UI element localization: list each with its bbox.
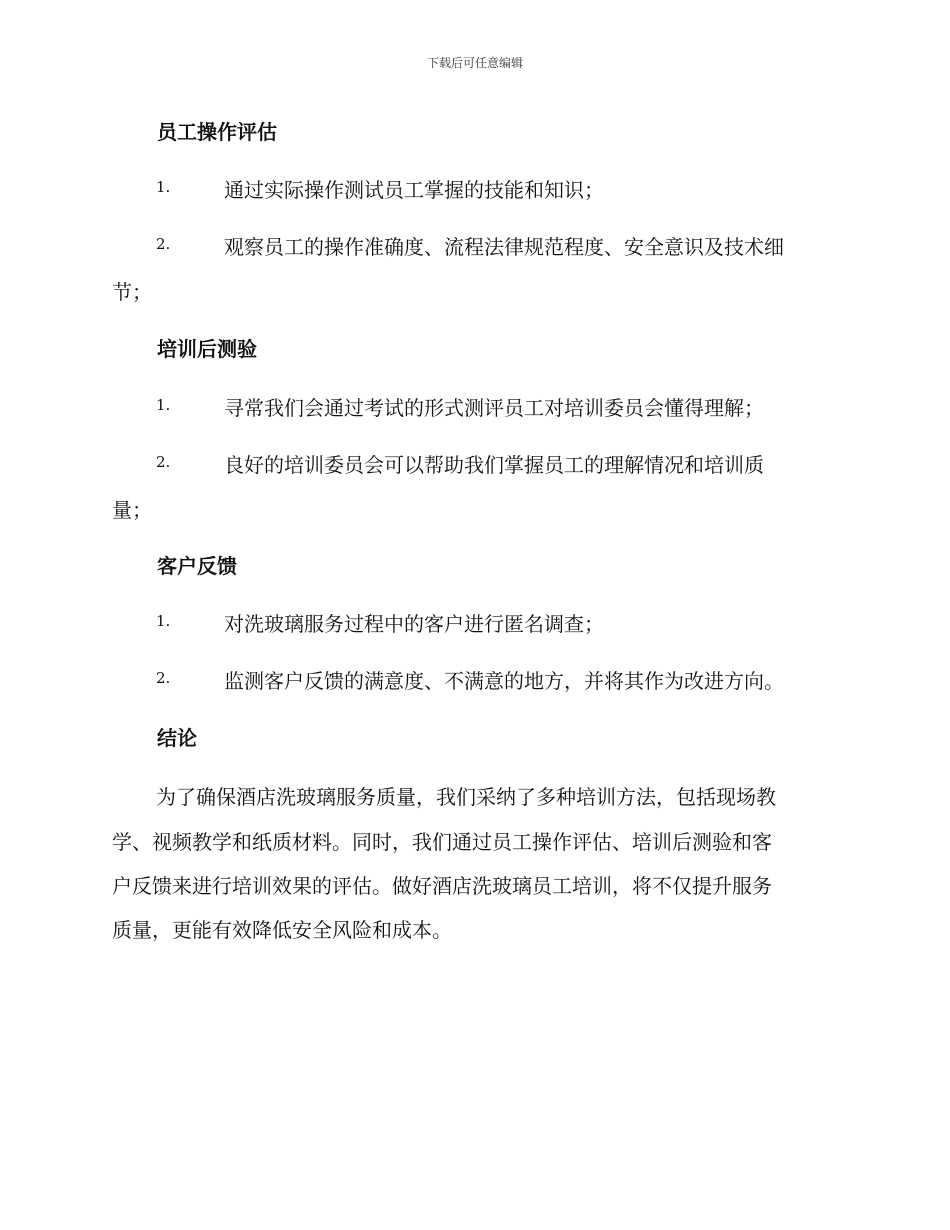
list-item-number: 1. [156, 178, 171, 196]
list-item-number: 2. [156, 235, 171, 253]
list-item-text: 观察员工的操作准确度、流程法律规范程度、安全意识及技术细 [224, 235, 784, 259]
list-item-text: 良好的培训委员会可以帮助我们掌握员工的理解情况和培训质 [224, 453, 764, 477]
list-item-number: 2. [156, 669, 171, 687]
list-item-number: 2. [156, 453, 171, 471]
list-item-number: 1. [156, 612, 171, 630]
list-item-text: 监测客户反馈的满意度、不满意的地方，并将其作为改进方向。 [224, 669, 784, 693]
conclusion-paragraph-line: 户反馈来进行培训效果的评估。做好酒店洗玻璃员工培训，将不仅提升服务 [112, 874, 772, 898]
list-item-text: 通过实际操作测试员工掌握的技能和知识； [224, 178, 604, 202]
conclusion-paragraph-line: 学、视频教学和纸质材料。同时，我们通过员工操作评估、培训后测验和客 [112, 830, 772, 854]
list-item-number: 1. [156, 396, 171, 414]
list-item-text: 对洗玻璃服务过程中的客户进行匿名调查； [224, 612, 604, 636]
list-item-continuation: 节； [112, 280, 152, 304]
list-item-continuation: 量； [112, 498, 152, 522]
conclusion-paragraph-line: 质量，更能有效降低安全风险和成本。 [112, 918, 452, 942]
section-heading-employee-assessment: 员工操作评估 [157, 120, 277, 144]
section-heading-post-training-test: 培训后测验 [157, 337, 257, 361]
section-heading-conclusion: 结论 [157, 726, 197, 750]
section-heading-customer-feedback: 客户反馈 [157, 554, 237, 578]
header-note: 下载后可任意编辑 [426, 56, 523, 70]
conclusion-paragraph-line: 为了确保酒店洗玻璃服务质量，我们采纳了多种培训方法，包括现场教 [156, 785, 776, 809]
list-item-text: 寻常我们会通过考试的形式测评员工对培训委员会懂得理解； [224, 396, 764, 420]
